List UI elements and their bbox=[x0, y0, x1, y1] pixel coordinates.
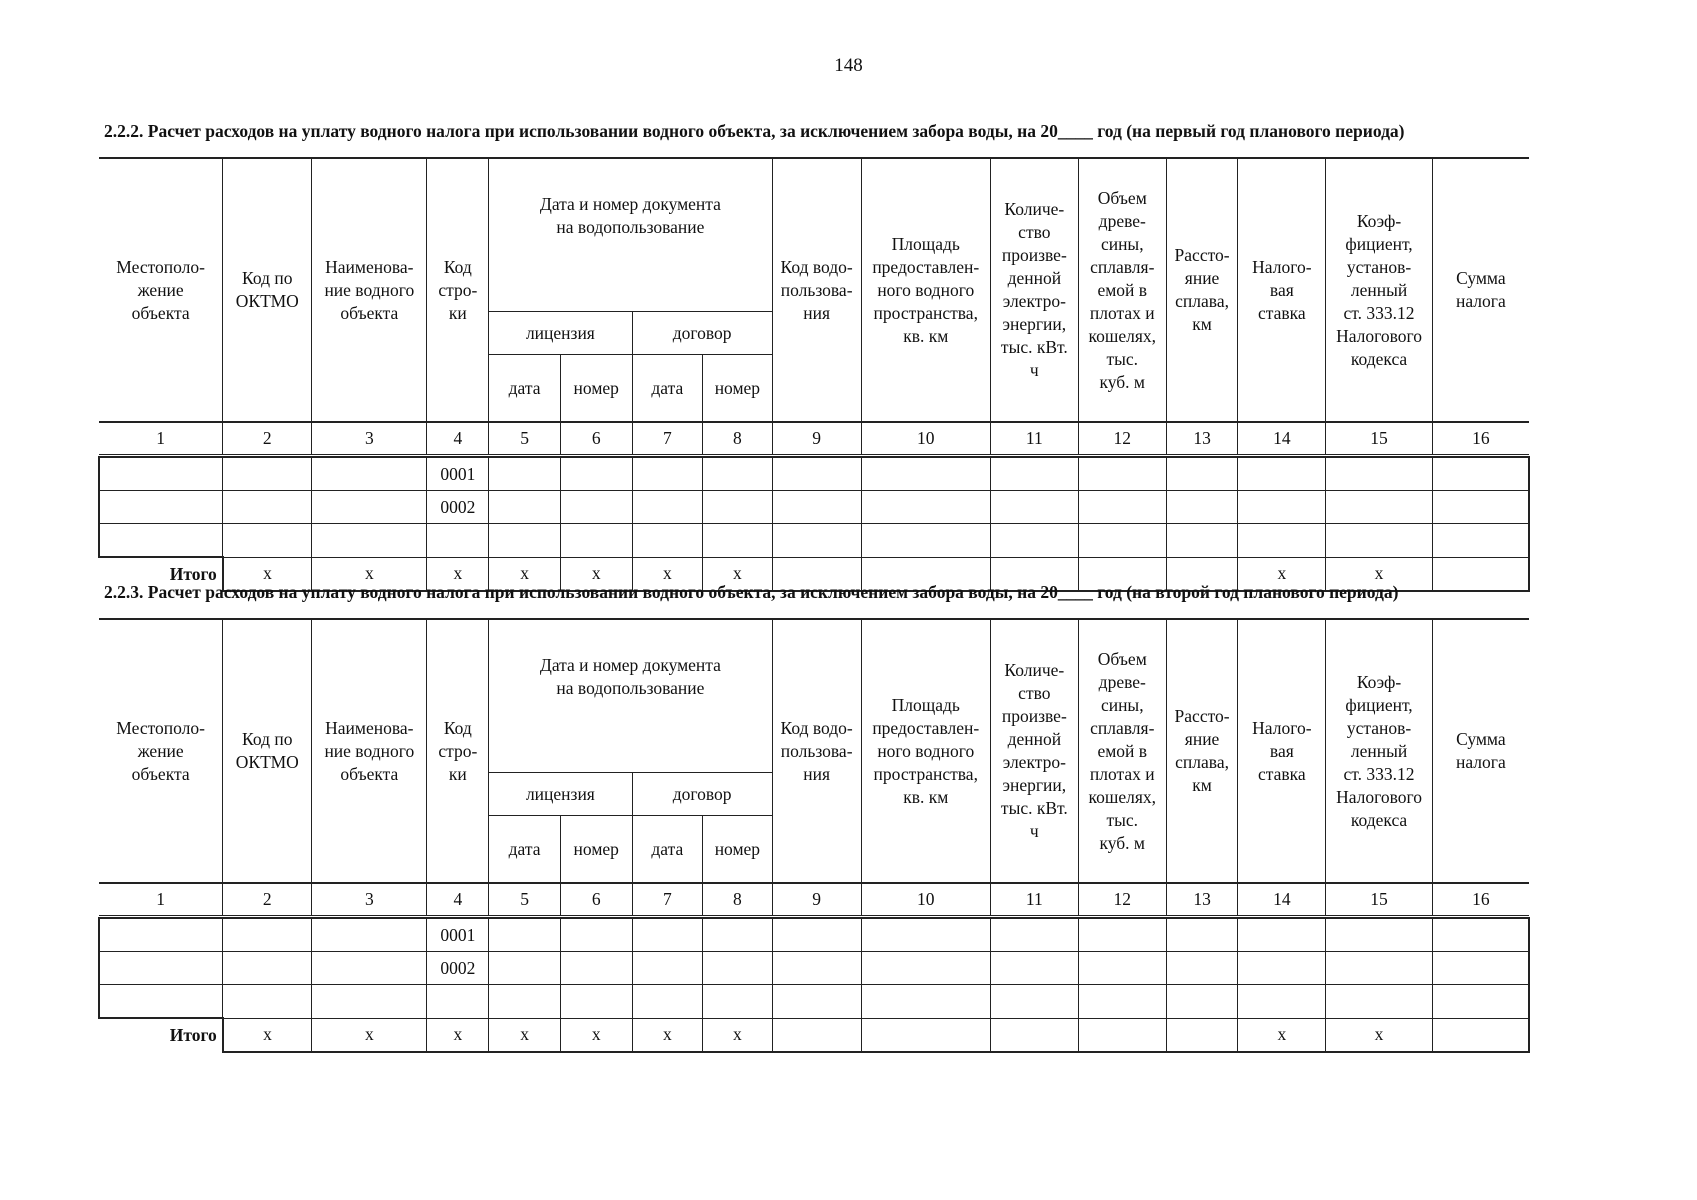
input-cell[interactable] bbox=[632, 524, 703, 558]
input-cell[interactable] bbox=[1326, 524, 1432, 558]
total-x-mark: x bbox=[312, 1018, 427, 1052]
input-cell[interactable] bbox=[560, 952, 632, 985]
total-x-mark: x bbox=[1326, 1018, 1432, 1052]
row-code-cell: 0001 bbox=[427, 457, 489, 491]
total-x-mark: x bbox=[703, 1018, 773, 1052]
input-cell[interactable] bbox=[1238, 457, 1326, 491]
water-use-code-header: Код водо- пользова- ния bbox=[772, 158, 861, 422]
input-cell[interactable] bbox=[223, 457, 312, 491]
tax-rate-header: Налого- вая ставка bbox=[1238, 619, 1326, 883]
input-cell[interactable] bbox=[772, 457, 861, 491]
input-cell[interactable] bbox=[1238, 985, 1326, 1019]
section-title: 2.2.2. Расчет расходов на уплату водного налога при использовании водного объекта, за исключением забора воды, на 20____ год (на первый год планового периода) bbox=[104, 121, 1405, 141]
column-number: 3 bbox=[312, 883, 427, 916]
permit-document-header: Дата и номер документа на водопользование bbox=[489, 158, 772, 312]
table-row bbox=[99, 491, 1529, 524]
total-label: Итого bbox=[99, 1018, 223, 1052]
input-cell[interactable] bbox=[99, 918, 223, 952]
input-cell[interactable] bbox=[223, 524, 312, 558]
table-row bbox=[99, 918, 1529, 952]
area-header: Площадь предоставлен- ного водного пространства, кв. км bbox=[861, 158, 990, 422]
column-number: 5 bbox=[489, 422, 561, 455]
input-cell[interactable] bbox=[560, 985, 632, 1019]
total-input-cell[interactable] bbox=[990, 1018, 1078, 1052]
column-number: 16 bbox=[1432, 422, 1529, 455]
table-row bbox=[99, 457, 1529, 491]
total-x-mark: x bbox=[1238, 1018, 1326, 1052]
oktmo-header: Код по ОКТМО bbox=[223, 158, 312, 422]
input-cell[interactable] bbox=[223, 918, 312, 952]
area-header: Площадь предоставлен- ного водного пространства, кв. км bbox=[861, 619, 990, 883]
input-cell[interactable] bbox=[703, 457, 773, 491]
input-cell[interactable] bbox=[223, 491, 312, 524]
number-header: номер bbox=[703, 355, 773, 423]
input-cell[interactable] bbox=[861, 952, 990, 985]
total-x-mark: x bbox=[1326, 557, 1432, 591]
timber-volume-header: Объем древе- сины, сплавля- емой в плотах и кошелях, тыс. куб. м bbox=[1078, 158, 1166, 422]
input-cell[interactable] bbox=[703, 524, 773, 558]
raft-distance-header: Рассто- яние сплава, км bbox=[1166, 619, 1238, 883]
input-cell[interactable] bbox=[632, 491, 703, 524]
column-number: 5 bbox=[489, 883, 561, 916]
column-number: 2 bbox=[223, 883, 312, 916]
oktmo-header: Код по ОКТМО bbox=[223, 619, 312, 883]
page-number: 148 bbox=[834, 55, 863, 76]
total-input-cell[interactable] bbox=[1432, 1018, 1529, 1052]
input-cell[interactable] bbox=[1238, 952, 1326, 985]
total-x-mark: x bbox=[1238, 557, 1326, 591]
input-cell[interactable] bbox=[1432, 524, 1529, 558]
input-cell[interactable] bbox=[1166, 491, 1238, 524]
section-title: 2.2.3. Расчет расходов на уплату водного налога при использовании водного объекта, за исключением забора воды, на 20____ год (на второй год планового периода) bbox=[104, 582, 1399, 602]
input-cell[interactable] bbox=[223, 952, 312, 985]
column-number: 1 bbox=[99, 422, 223, 455]
input-cell[interactable] bbox=[990, 457, 1078, 491]
column-number: 6 bbox=[560, 422, 632, 455]
input-cell[interactable] bbox=[1078, 457, 1166, 491]
total-x-mark: x bbox=[560, 557, 632, 591]
total-x-mark: x bbox=[223, 557, 312, 591]
input-cell[interactable] bbox=[99, 491, 223, 524]
column-number: 12 bbox=[1078, 422, 1166, 455]
column-number: 9 bbox=[772, 883, 861, 916]
input-cell[interactable] bbox=[560, 918, 632, 952]
input-cell[interactable] bbox=[489, 952, 561, 985]
row-code-header: Код стро- ки bbox=[427, 158, 489, 422]
input-cell[interactable] bbox=[1326, 491, 1432, 524]
input-cell[interactable] bbox=[990, 985, 1078, 1019]
input-cell[interactable] bbox=[1078, 985, 1166, 1019]
input-cell[interactable] bbox=[772, 985, 861, 1019]
input-cell[interactable] bbox=[1326, 952, 1432, 985]
column-number: 2 bbox=[223, 422, 312, 455]
input-cell[interactable] bbox=[312, 491, 427, 524]
input-cell[interactable] bbox=[703, 985, 773, 1019]
input-cell[interactable] bbox=[990, 918, 1078, 952]
input-cell[interactable] bbox=[632, 952, 703, 985]
total-label: Итого bbox=[99, 557, 223, 591]
total-x-mark: x bbox=[632, 557, 703, 591]
input-cell[interactable] bbox=[560, 491, 632, 524]
input-cell[interactable] bbox=[1238, 918, 1326, 952]
input-cell[interactable] bbox=[223, 985, 312, 1019]
input-cell[interactable] bbox=[99, 952, 223, 985]
input-cell[interactable] bbox=[772, 952, 861, 985]
input-cell[interactable] bbox=[99, 457, 223, 491]
input-cell[interactable] bbox=[489, 457, 561, 491]
license-header: лицензия bbox=[489, 773, 632, 816]
location-header: Местополо- жение объекта bbox=[99, 158, 223, 422]
license-header: лицензия bbox=[489, 312, 632, 355]
water-tax-table bbox=[98, 157, 1530, 592]
water-use-code-header: Код водо- пользова- ния bbox=[772, 619, 861, 883]
number-header: номер bbox=[560, 816, 632, 884]
row-code-cell: 0001 bbox=[427, 918, 489, 952]
column-number: 14 bbox=[1238, 883, 1326, 916]
total-input-cell[interactable] bbox=[772, 1018, 861, 1052]
input-cell[interactable] bbox=[703, 918, 773, 952]
column-number: 4 bbox=[427, 422, 489, 455]
column-number: 13 bbox=[1166, 883, 1238, 916]
input-cell[interactable] bbox=[632, 918, 703, 952]
input-cell[interactable] bbox=[1078, 952, 1166, 985]
row-code-cell: 0002 bbox=[427, 952, 489, 985]
input-cell[interactable] bbox=[1166, 918, 1238, 952]
tax-sum-header: Сумма налога bbox=[1432, 619, 1529, 883]
water-tax-table bbox=[98, 618, 1530, 1053]
input-cell[interactable] bbox=[861, 491, 990, 524]
input-cell[interactable] bbox=[489, 918, 561, 952]
input-cell[interactable] bbox=[489, 985, 561, 1019]
input-cell[interactable] bbox=[1432, 952, 1529, 985]
input-cell[interactable] bbox=[772, 524, 861, 558]
input-cell[interactable] bbox=[1326, 457, 1432, 491]
total-x-mark: x bbox=[427, 1018, 489, 1052]
input-cell[interactable] bbox=[1166, 457, 1238, 491]
input-cell[interactable] bbox=[772, 491, 861, 524]
total-input-cell[interactable] bbox=[1166, 1018, 1238, 1052]
column-number: 12 bbox=[1078, 883, 1166, 916]
number-header: номер bbox=[703, 816, 773, 884]
input-cell[interactable] bbox=[312, 524, 427, 558]
input-cell[interactable] bbox=[703, 952, 773, 985]
water-body-name-header: Наименова- ние водного объекта bbox=[312, 158, 427, 422]
table-row bbox=[99, 952, 1529, 985]
total-x-mark: x bbox=[489, 557, 561, 591]
water-body-name-header: Наименова- ние водного объекта bbox=[312, 619, 427, 883]
timber-volume-header: Объем древе- сины, сплавля- емой в плотах и кошелях, тыс. куб. м bbox=[1078, 619, 1166, 883]
input-cell[interactable] bbox=[489, 524, 561, 558]
row-code-cell: 0002 bbox=[427, 491, 489, 524]
input-cell[interactable] bbox=[1078, 491, 1166, 524]
input-cell[interactable] bbox=[703, 491, 773, 524]
input-cell[interactable] bbox=[1432, 491, 1529, 524]
input-cell[interactable] bbox=[861, 985, 990, 1019]
input-cell[interactable] bbox=[861, 918, 990, 952]
date-header: дата bbox=[632, 355, 703, 423]
section-2-2-3 bbox=[98, 580, 1530, 1053]
date-header: дата bbox=[489, 355, 561, 423]
input-cell[interactable] bbox=[489, 491, 561, 524]
input-cell[interactable] bbox=[1238, 491, 1326, 524]
input-cell[interactable] bbox=[1166, 985, 1238, 1019]
permit-document-header: Дата и номер документа на водопользование bbox=[489, 619, 772, 773]
date-header: дата bbox=[489, 816, 561, 884]
section-2-2-2 bbox=[98, 119, 1530, 592]
column-number: 16 bbox=[1432, 883, 1529, 916]
input-cell[interactable] bbox=[312, 985, 427, 1019]
total-x-mark: x bbox=[427, 557, 489, 591]
input-cell[interactable] bbox=[632, 985, 703, 1019]
row-code-cell bbox=[427, 524, 489, 558]
coefficient-header: Коэф- фициент, установ- ленный ст. 333.12 Налогового кодекса bbox=[1326, 619, 1432, 883]
input-cell[interactable] bbox=[1078, 918, 1166, 952]
input-cell[interactable] bbox=[990, 952, 1078, 985]
column-number: 10 bbox=[861, 422, 990, 455]
column-number: 8 bbox=[703, 422, 773, 455]
contract-header: договор bbox=[632, 312, 772, 355]
column-number: 1 bbox=[99, 883, 223, 916]
column-number: 3 bbox=[312, 422, 427, 455]
input-cell[interactable] bbox=[99, 524, 223, 558]
column-number: 13 bbox=[1166, 422, 1238, 455]
total-x-mark: x bbox=[223, 1018, 312, 1052]
column-number: 7 bbox=[632, 883, 703, 916]
input-cell[interactable] bbox=[861, 524, 990, 558]
input-cell[interactable] bbox=[312, 918, 427, 952]
tax-sum-header: Сумма налога bbox=[1432, 158, 1529, 422]
column-number: 15 bbox=[1326, 883, 1432, 916]
input-cell[interactable] bbox=[1432, 985, 1529, 1019]
total-x-mark: x bbox=[632, 1018, 703, 1052]
column-number: 11 bbox=[990, 883, 1078, 916]
column-number: 11 bbox=[990, 422, 1078, 455]
input-cell[interactable] bbox=[1326, 985, 1432, 1019]
input-cell[interactable] bbox=[1432, 918, 1529, 952]
input-cell[interactable] bbox=[990, 524, 1078, 558]
total-x-mark: x bbox=[489, 1018, 561, 1052]
contract-header: договор bbox=[632, 773, 772, 816]
input-cell[interactable] bbox=[772, 918, 861, 952]
column-number: 9 bbox=[772, 422, 861, 455]
tax-rate-header: Налого- вая ставка bbox=[1238, 158, 1326, 422]
row-code-header: Код стро- ки bbox=[427, 619, 489, 883]
total-x-mark: x bbox=[312, 557, 427, 591]
electricity-header: Количе- ство произве- денной электро- энергии, тыс. кВт. ч bbox=[990, 158, 1078, 422]
column-number: 10 bbox=[861, 883, 990, 916]
input-cell[interactable] bbox=[1326, 918, 1432, 952]
date-header: дата bbox=[632, 816, 703, 884]
table-row bbox=[99, 524, 1529, 558]
total-x-mark: x bbox=[703, 557, 773, 591]
total-input-cell[interactable] bbox=[1078, 1018, 1166, 1052]
column-number: 8 bbox=[703, 883, 773, 916]
input-cell[interactable] bbox=[1238, 524, 1326, 558]
input-cell[interactable] bbox=[99, 985, 223, 1019]
coefficient-header: Коэф- фициент, установ- ленный ст. 333.12 Налогового кодекса bbox=[1326, 158, 1432, 422]
raft-distance-header: Рассто- яние сплава, км bbox=[1166, 158, 1238, 422]
input-cell[interactable] bbox=[1166, 524, 1238, 558]
column-number: 14 bbox=[1238, 422, 1326, 455]
column-number: 4 bbox=[427, 883, 489, 916]
input-cell[interactable] bbox=[990, 491, 1078, 524]
input-cell[interactable] bbox=[560, 457, 632, 491]
total-input-cell[interactable] bbox=[861, 1018, 990, 1052]
electricity-header: Количе- ство произве- денной электро- энергии, тыс. кВт. ч bbox=[990, 619, 1078, 883]
total-row bbox=[99, 1018, 1529, 1052]
number-header: номер bbox=[560, 355, 632, 423]
input-cell[interactable] bbox=[312, 457, 427, 491]
table-row bbox=[99, 985, 1529, 1019]
input-cell[interactable] bbox=[560, 524, 632, 558]
input-cell[interactable] bbox=[632, 457, 703, 491]
total-x-mark: x bbox=[560, 1018, 632, 1052]
row-code-cell bbox=[427, 985, 489, 1019]
input-cell[interactable] bbox=[861, 457, 990, 491]
location-header: Местополо- жение объекта bbox=[99, 619, 223, 883]
input-cell[interactable] bbox=[312, 952, 427, 985]
input-cell[interactable] bbox=[1078, 524, 1166, 558]
column-number: 6 bbox=[560, 883, 632, 916]
column-number: 15 bbox=[1326, 422, 1432, 455]
column-number: 7 bbox=[632, 422, 703, 455]
input-cell[interactable] bbox=[1432, 457, 1529, 491]
input-cell[interactable] bbox=[1166, 952, 1238, 985]
